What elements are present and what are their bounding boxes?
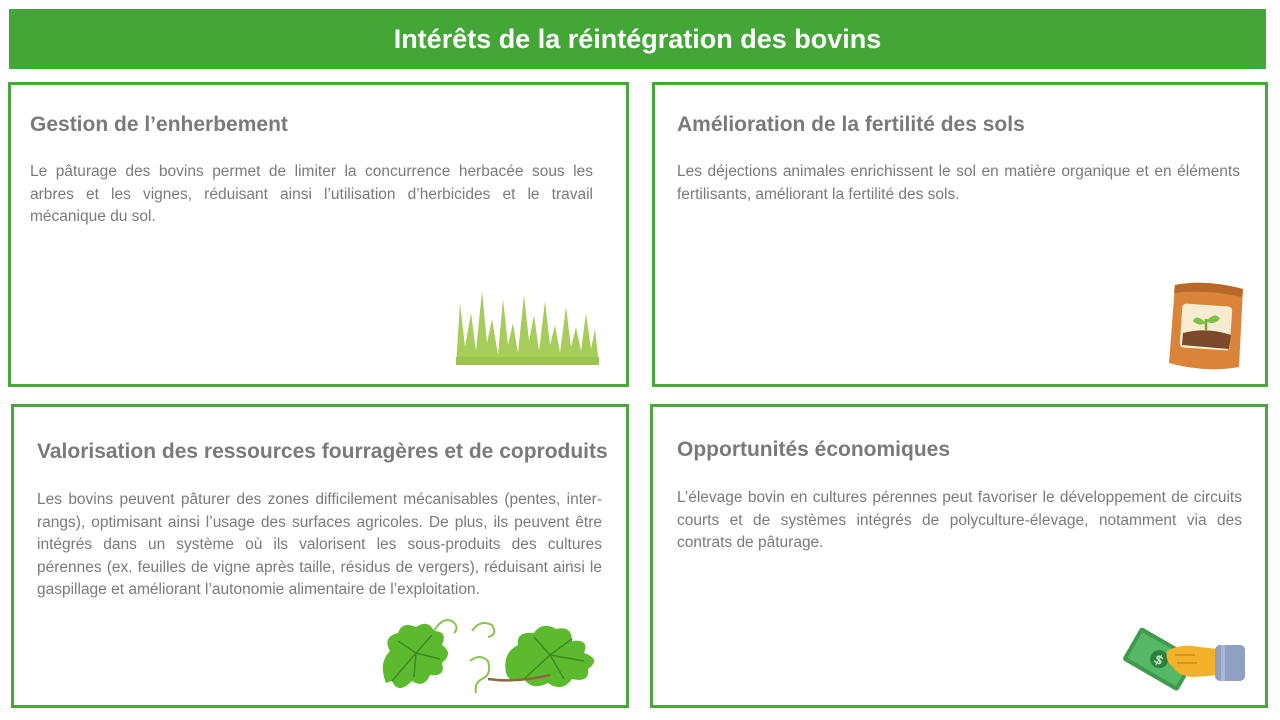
card-economic-opportunities [650, 404, 1268, 708]
card-heading: Opportunités économiques [677, 438, 951, 461]
money-hand-icon [1123, 621, 1251, 695]
grass-icon [454, 285, 602, 365]
card-heading: Valorisation des ressources fourragères et de coproduits [37, 440, 608, 463]
card-heading: Amélioration de la fertilité des sols [677, 113, 1025, 136]
card-fodder-valorisation [11, 404, 629, 708]
svg-text:$: $ [1150, 651, 1167, 670]
card-text: Le pâturage des bovins permet de limiter la concurrence herbacée sous les arbres et les vignes, réduisant ainsi l’utilisation d’herbicides et le travail mécanique du sol. [30, 163, 593, 225]
title-banner [9, 9, 1266, 69]
card-text: L’élevage bovin en cultures pérennes peut favoriser le développement de circuits courts et de systèmes intégrés de polyculture-élevage, notamment via des contrats de pâturage. [677, 489, 1242, 551]
card-soil-fertility [652, 82, 1268, 387]
vine-leaves-icon [376, 613, 611, 703]
card-heading: Gestion de l’enherbement [30, 113, 288, 136]
fertilizer-bag-icon [1165, 279, 1247, 371]
card-grass-management [8, 82, 629, 387]
page-title: Intérêts de la réintégration des bovins [393, 23, 882, 54]
card-text: Les bovins peuvent pâturer des zones difficilement mécanisables (pentes, inter-rangs), optimisant ainsi l’usage des surfaces agricoles. De plus, ils peuvent être intégrés dans un système où ils valorisent les sous-produits des cultures pérennes (ex. feuilles de vigne après taille, résidus de vergers), réduisant ainsi le gaspillage et améliorant l’autonomie alimentaire de l’exploitation. [37, 491, 602, 598]
card-text: Les déjections animales enrichissent le sol en matière organique et en éléments fertilisants, améliorant la fertilité des sols. [677, 163, 1240, 203]
